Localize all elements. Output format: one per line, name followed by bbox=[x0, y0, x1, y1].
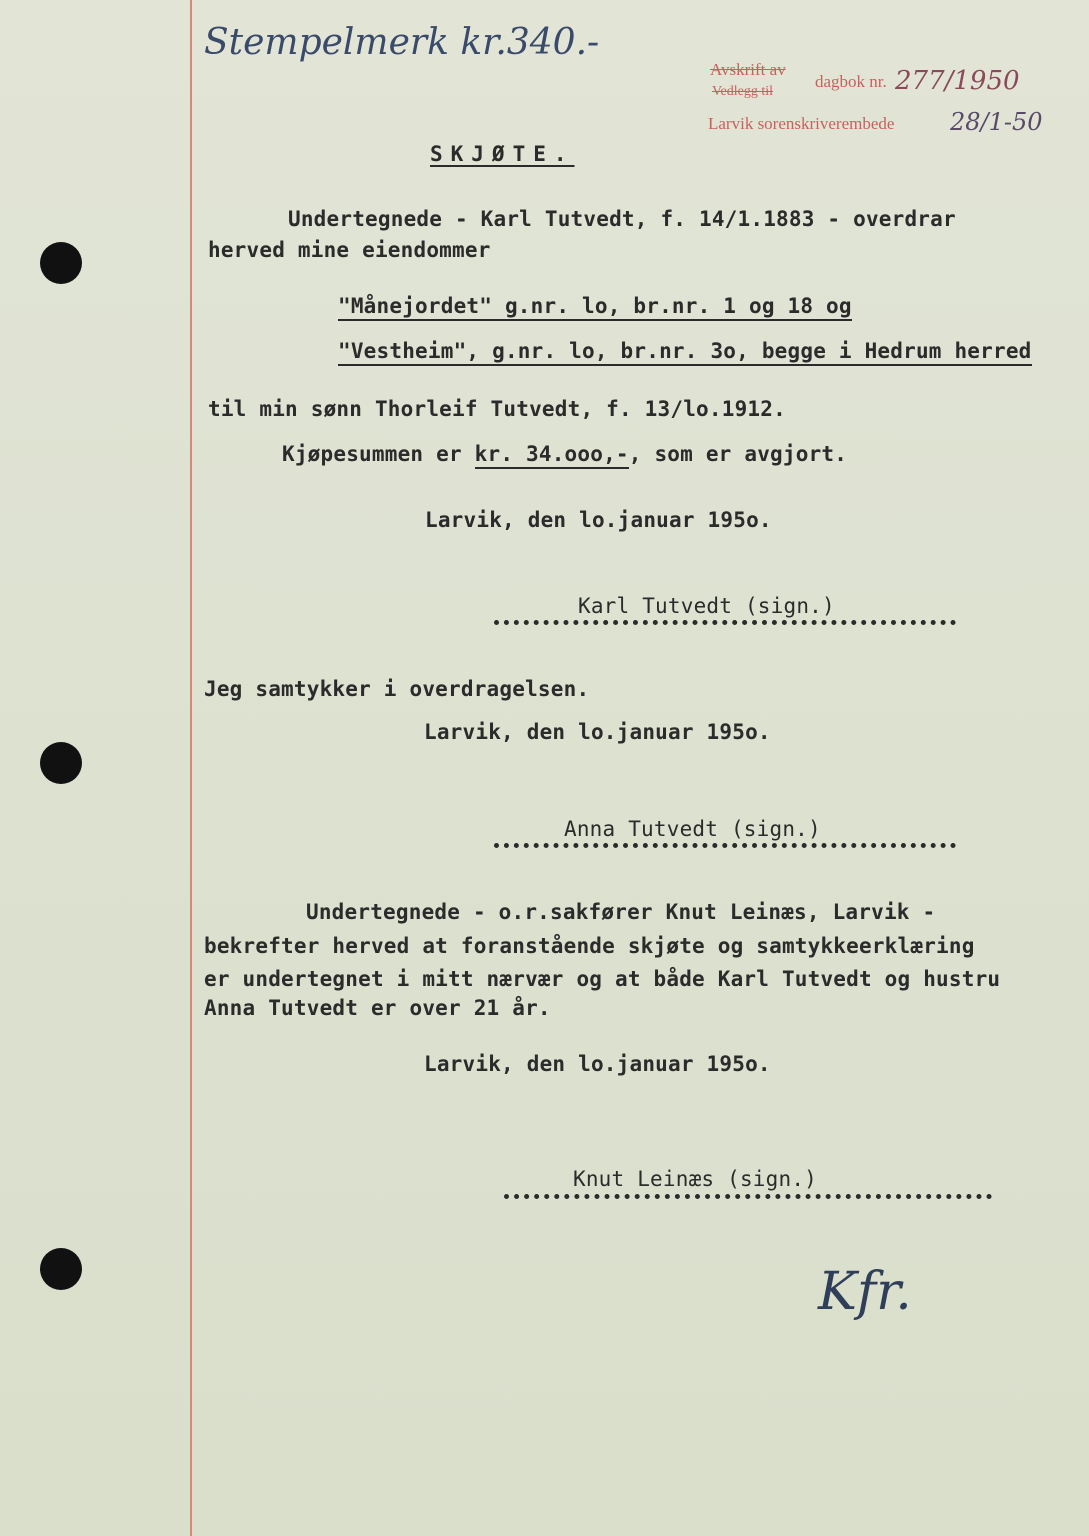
certification-text: bekrefter herved at foranstående skjøte og samtykkeerklæring bbox=[204, 934, 975, 958]
document-title: SKJØTE. bbox=[430, 142, 575, 166]
stamp-date: 28/1-50 bbox=[950, 108, 1043, 136]
signature-line bbox=[504, 1194, 992, 1199]
signature-line bbox=[494, 620, 956, 625]
consent-text: Jeg samtykker i overdragelsen. bbox=[204, 677, 590, 701]
certification-text: er undertegnet i mitt nærvær og at både Karl Tutvedt og hustru bbox=[204, 967, 1001, 991]
body-text: Undertegnede - Karl Tutvedt, f. 14/1.1883 - overdrar bbox=[288, 207, 956, 231]
signature-name: Knut Leinæs (sign.) bbox=[573, 1167, 818, 1191]
stamp-text-attachment: Vedlegg til bbox=[712, 84, 774, 99]
punch-hole-top bbox=[40, 242, 82, 284]
date-line: Larvik, den lo.januar 195o. bbox=[425, 508, 772, 532]
certification-text: Undertegnede - o.r.sakfører Knut Leinæs, Larvik - bbox=[306, 900, 936, 924]
price-suffix: , som er avgjort. bbox=[628, 442, 848, 466]
property-line: "Vestheim", g.nr. lo, br.nr. 3o, begge i Hedrum herred bbox=[338, 339, 1032, 366]
handwritten-initials: Kfr. bbox=[818, 1262, 912, 1322]
price-prefix: Kjøpesummen er bbox=[282, 442, 475, 466]
stamp-journal-number: 277/1950 bbox=[895, 66, 1020, 96]
signature-name: Anna Tutvedt (sign.) bbox=[564, 817, 821, 841]
stamp-text-journal: dagbok nr. bbox=[815, 72, 887, 91]
property-line: "Månejordet" g.nr. lo, br.nr. 1 og 18 og bbox=[338, 294, 852, 321]
date-line: Larvik, den lo.januar 195o. bbox=[424, 720, 771, 744]
handwritten-stamp-fee: Stempelmerk kr.340.- bbox=[204, 22, 600, 63]
margin-line bbox=[190, 0, 192, 1536]
stamp-text-office: Larvik sorenskriverembede bbox=[708, 114, 895, 133]
certification-text: Anna Tutvedt er over 21 år. bbox=[204, 996, 551, 1020]
date-line: Larvik, den lo.januar 195o. bbox=[424, 1052, 771, 1076]
body-text: til min sønn Thorleif Tutvedt, f. 13/lo.1912. bbox=[208, 397, 786, 421]
signature-line bbox=[494, 843, 956, 848]
price-value: kr. 34.ooo,- bbox=[475, 442, 629, 469]
punch-hole-bottom bbox=[40, 1248, 82, 1290]
stamp-text-copy: Avskrift av bbox=[710, 60, 786, 79]
body-text: herved mine eiendommer bbox=[208, 238, 491, 262]
signature-name: Karl Tutvedt (sign.) bbox=[578, 594, 835, 618]
punch-hole-middle bbox=[40, 742, 82, 784]
price-line bbox=[282, 442, 847, 466]
